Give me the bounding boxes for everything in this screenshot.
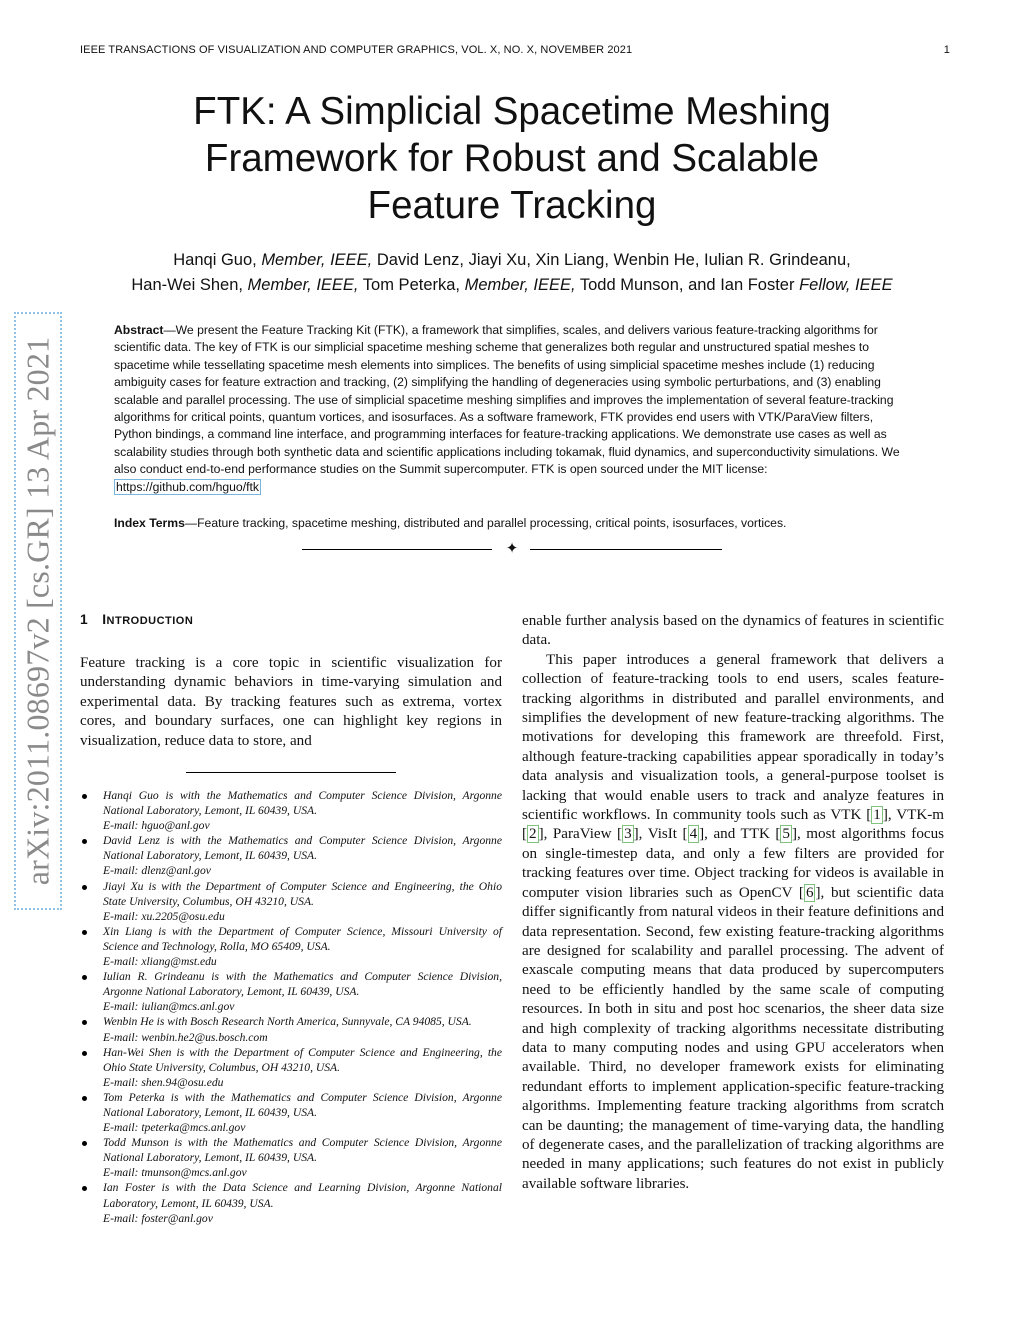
paper-title [100, 88, 924, 229]
footnote-item [80, 924, 502, 969]
footnote-affiliation: Todd Munson is with the Mathematics and Computer Science Division, Argonne National Laboratory, Lemont, IL 60439, USA. [103, 1136, 502, 1165]
page-number: 1 [943, 44, 950, 56]
bullet-icon [82, 975, 87, 980]
footnote-affiliation: Jiayi Xu is with the Department of Computer Science and Engineering, the Ohio State University, Columbus, OH 43210, USA. [103, 879, 502, 908]
footnote-affiliation: Tom Peterka is with the Mathematics and Computer Science Division, Argonne National Laboratory, Lemont, IL 60439, USA. [103, 1090, 502, 1119]
author-list [60, 248, 964, 298]
footnote-affiliation: Hanqi Guo is with the Mathematics and Computer Science Division, Argonne National Laboratory, Lemont, IL 60439, USA. [103, 789, 502, 818]
bullet-icon [82, 794, 87, 799]
footnote-item [80, 879, 502, 924]
left-column-text [80, 654, 502, 751]
citation-link[interactable]: 3 [624, 826, 632, 843]
separator-diamond-icon: ✦ [505, 541, 519, 557]
github-link[interactable]: https://github.com/hguo/ftk [116, 479, 259, 494]
section-title-initial: I [102, 612, 107, 627]
abstract [114, 322, 914, 496]
right-column-text [522, 612, 944, 1194]
footnote-email: E-mail: xliang@mst.edu [103, 955, 217, 969]
arxiv-identifier: arXiv:2011.08697v2 [cs.GR] 13 Apr 2021 [19, 336, 56, 886]
arxiv-identifier-stamp[interactable] [14, 312, 62, 910]
bullet-icon [82, 1020, 87, 1025]
footnote-email: E-mail: shen.94@osu.edu [103, 1075, 224, 1089]
footnote-item [80, 1135, 502, 1180]
footnote-item [80, 1045, 502, 1090]
author-line: Han-Wei Shen, Member, IEEE, Tom Peterka, Member, IEEE, Todd Munson, and Ian Foster Fellow, IEEE [131, 276, 893, 294]
footnote-rule [186, 772, 396, 773]
citation-link[interactable]: 1 [873, 807, 881, 824]
section-number: 1 [80, 612, 89, 627]
footnote-email: E-mail: foster@anl.gov [103, 1211, 213, 1225]
index-terms-label: Index Terms [114, 516, 185, 530]
footnote-email: E-mail: tmunson@mcs.anl.gov [103, 1166, 247, 1180]
bullet-icon [82, 1141, 87, 1146]
running-head [80, 44, 950, 56]
title-line: Framework for Robust and Scalable [204, 137, 820, 180]
bullet-icon [82, 1096, 87, 1101]
footnote-email: E-mail: hguo@anl.gov [103, 819, 210, 833]
citation-link[interactable]: 2 [529, 826, 537, 843]
journal-name: IEEE TRANSACTIONS OF VISUALIZATION AND COMPUTER GRAPHICS, VOL. X, NO. X, NOVEMBER 2021 [80, 44, 633, 56]
title-line: FTK: A Simplicial Spacetime Meshing [193, 90, 831, 133]
footnote-affiliation: David Lenz is with the Mathematics and Computer Science Division, Argonne National Laboratory, Lemont, IL 60439, USA. [103, 834, 502, 863]
bullet-icon [82, 1186, 87, 1191]
citation-link[interactable]: 6 [805, 884, 814, 901]
footnote-affiliation: Ian Foster is with the Data Science and Learning Division, Argonne National Laboratory, Lemont, IL 60439, USA. [103, 1181, 502, 1210]
footnote-email: E-mail: iulian@mcs.anl.gov [103, 1000, 235, 1014]
title-line: Feature Tracking [367, 184, 657, 227]
section-title-rest: NTRODUCTION [106, 615, 194, 627]
separator-line-right [530, 549, 722, 550]
footnote-item [80, 833, 502, 878]
separator-line-left [302, 549, 492, 550]
footnote-item [80, 969, 502, 1014]
motivation-paragraph: This paper introduces a general framework that delivers a collection of feature-tracking tools to end users, scales feature-tracking algorithms in distributed and parallel environments, and simplifies the development of new feature-tracking algorithms. The motivations for developing this framework are threefold. First, although feature-tracking capabilities appear sporadically in today’s data analysis and visualization tools, a general-purpose toolset is lacking that would enable users to track and analyze features in scientific workflows. In community tools such as VTK [ 1 ], VTK-m [ 2 ], ParaView [ 3 ], VisIt [ 4 ], and TTK [ 5 ], most algorithms focus on single-timestep data, and only a few filters are provided for tracking features over time. Object tracking for videos is available in computer vision libraries such as OpenCV [ 6 ], but scientific data differ significantly from natural videos in their feature definitions and data representation. Second, few existing feature-tracking algorithms are designed for scalability and parallel processing. The advent of exascale computing means that data produced by supercomputers need to be efficiently handled by the same scale of computing resources. In both in situ and post hoc scenarios, the sheer data size and high complexity of tracking algorithms necessitate distributing data to many computing nodes and using GPU accelerators when available. Third, no developer framework exists for eliminating redundant efforts to implement application-specific feature-tracking algorithms. Implementing feature tracking algorithms from scratch can be daunting; the management of time-varying data, the handling of degenerate cases, and the parallelization of tracking algorithms are needed in many applications; such features do not exist in publicly available software libraries. [522, 651, 944, 1192]
footnote-email: E-mail: tpeterka@mcs.anl.gov [103, 1121, 246, 1135]
bullet-icon [82, 839, 87, 844]
footnote-affiliation: Xin Liang is with the Department of Computer Science, Missouri University of Science and Technology, Rolla, MO 65409, USA. [103, 924, 502, 953]
footnote-affiliation: Han-Wei Shen is with the Department of Computer Science and Engineering, the Ohio State University, Columbus, OH 43210, USA. [103, 1045, 502, 1074]
bullet-icon [82, 1051, 87, 1056]
footnote-affiliation: Iulian R. Grindeanu is with the Mathematics and Computer Science Division, Argonne National Laboratory, Lemont, IL 60439, USA. [103, 970, 502, 999]
citation-link[interactable]: 4 [689, 826, 698, 843]
footnote-item [80, 1090, 502, 1135]
index-terms [114, 515, 914, 532]
footnote-email: E-mail: wenbin.he2@us.bosch.com [103, 1030, 268, 1044]
footnote-item [80, 1180, 502, 1225]
author-affiliation-footnotes [80, 788, 502, 1226]
intro-paragraph: Feature tracking is a core topic in scientific visualization for understanding dynamic behaviors in time-varying simulation and experimental data. By tracking features such as extrema, vortex cores, and boundary surfaces, one can highlight key regions in visualization, reduce data to store, and [80, 655, 502, 749]
author-line: Hanqi Guo, Member, IEEE, David Lenz, Jiayi Xu, Xin Liang, Wenbin He, Iulian R. Grindeanu, [173, 251, 851, 269]
footnote-item [80, 1014, 502, 1044]
footnote-email: E-mail: xu.2205@osu.edu [103, 909, 225, 923]
footnote-email: E-mail: dlenz@anl.gov [103, 864, 211, 878]
footnote-affiliation: Wenbin He is with Bosch Research North America, Sunnyvale, CA 94085, USA. [103, 1015, 472, 1029]
bullet-icon [82, 885, 87, 890]
footnote-item [80, 788, 502, 833]
index-terms-text: —Feature tracking, spacetime meshing, distributed and parallel processing, critical points, isosurfaces, vortices. [184, 516, 787, 530]
abstract-label: Abstract [114, 323, 164, 337]
section-heading [80, 612, 193, 627]
abstract-text: —We present the Feature Tracking Kit (FTK), a framework that simplifies, scales, and delivers various feature-tracking algorithms for scientific data. The key of FTK is our simplicial spacetime meshing scheme that generalizes both regular and unstructured spatial meshes to spacetime while tessellating spacetime mesh elements into simplices. The benefits of using simplicial spacetime meshes include (1) reducing ambiguity cases for feature extraction and tracking, (2) simplifying the handling of degeneracies using symbolic perturbations, and (3) enabling scalable and parallel processing. The use of simplicial spacetime meshing simplifies and improves the implementation of several feature-tracking algorithms for critical points, quantum vortices, and isosurfaces. As a software framework, FTK provides end users with VTK/ParaView filters, Python bindings, a command line interface, and programming interfaces for feature-tracking applications. We demonstrate use cases as well as scalability studies through both synthetic data and scientific applications including tokamak, fluid dynamics, and superconductivity simulations. We also conduct end-to-end performance studies on the Summit supercomputer. FTK is open sourced under the MIT license: [114, 323, 900, 477]
citation-link[interactable]: 5 [782, 826, 790, 843]
bullet-icon [82, 930, 87, 935]
intro-continuation-paragraph: enable further analysis based on the dynamics of features in scientific data. [522, 613, 944, 649]
